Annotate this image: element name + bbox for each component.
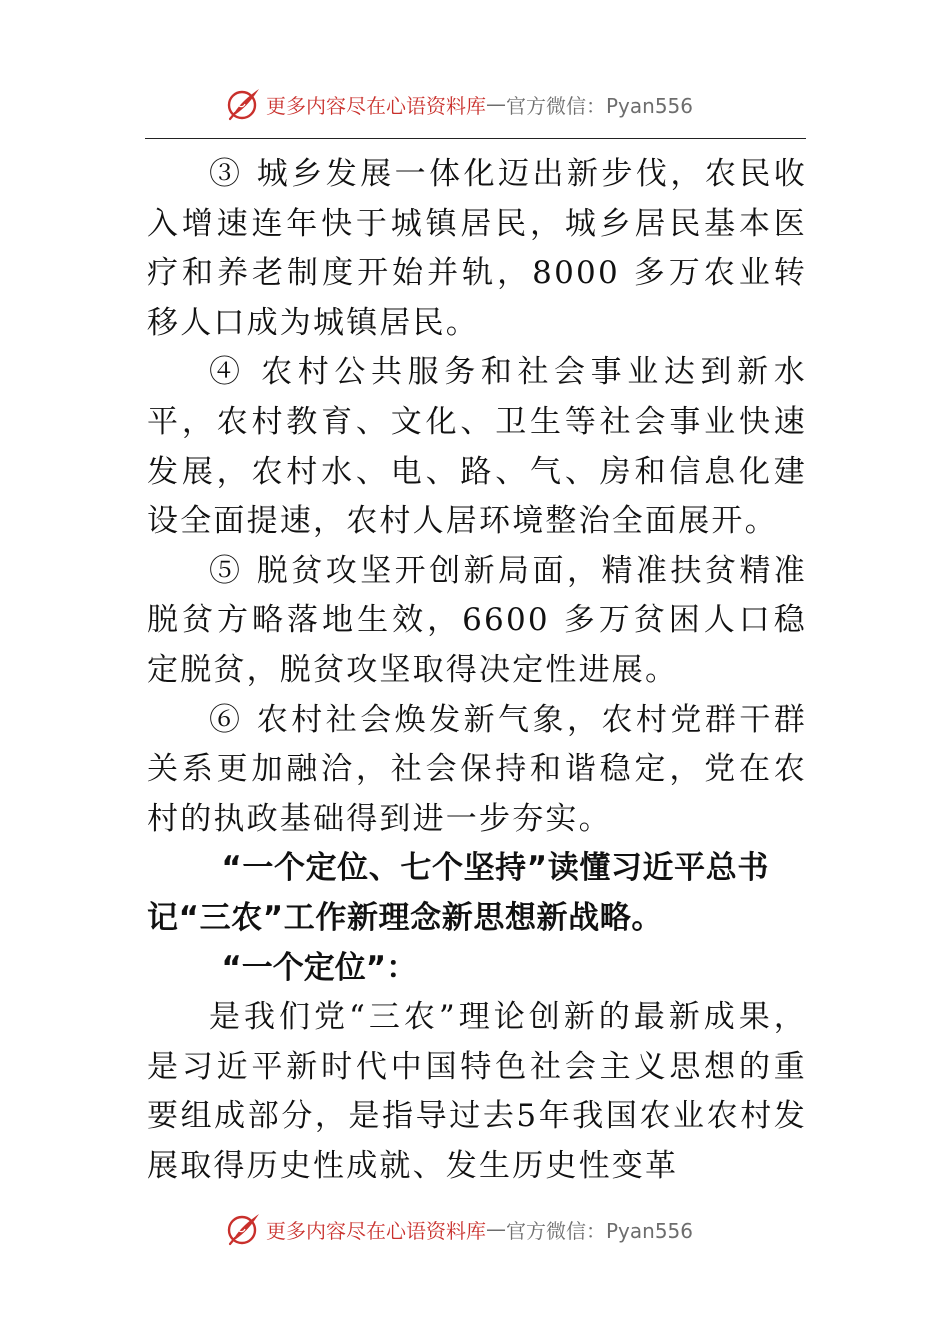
section-heading: “一个定位、七个坚持”读懂习近平总书记“三农”工作新理念新思想新战略。: [147, 850, 769, 936]
document-body: [147, 150, 807, 1191]
header-site-text: 更多内容尽在心语资料库: [266, 93, 486, 118]
header-separator: —: [486, 92, 506, 116]
footer-site-text: 更多内容尽在心语资料库: [266, 1218, 486, 1243]
header-contact-text: 官方微信：Pyan556: [506, 93, 694, 118]
footer-separator: —: [486, 1217, 506, 1241]
footer-banner: [226, 1209, 726, 1249]
header-divider: [145, 138, 806, 139]
header-banner: [226, 84, 726, 124]
paragraph-3: ③ 城乡发展一体化迈出新步伐，农民收入增速连年快于城镇居民，城乡居民基本医疗和养老制度开始并轨，8000 多万农业转移人口成为城镇居民。: [147, 156, 807, 341]
paragraph-5: ⑤ 脱贫攻坚开创新局面，精准扶贫精准脱贫方略落地生效，6600 多万贫困人口稳定脱贫，脱贫攻坚取得决定性进展。: [147, 552, 807, 688]
quill-pen-logo-icon: [226, 1211, 262, 1247]
paragraph-6: ⑥ 农村社会焕发新气象，农村党群干群关系更加融洽，社会保持和谐稳定，党在农村的执政基础得到进一步夯实。: [147, 701, 807, 837]
section-subheading: “一个定位”：: [221, 949, 418, 986]
paragraph-4: ④ 农村公共服务和社会事业达到新水平，农村教育、文化、卫生等社会事业快速发展，农村水、电、路、气、房和信息化建设全面提速，农村人居环境整治全面展开。: [147, 354, 807, 540]
quill-pen-logo-icon: [226, 86, 262, 122]
closing-paragraph: 是我们党“三农”理论创新的最新成果，是习近平新时代中国特色社会主义思想的重要组成部分，是指导过去5年我国农业农村发展取得历史性成就、发生历史性变革: [147, 999, 807, 1184]
footer-contact-text: 官方微信：Pyan556: [506, 1218, 694, 1243]
